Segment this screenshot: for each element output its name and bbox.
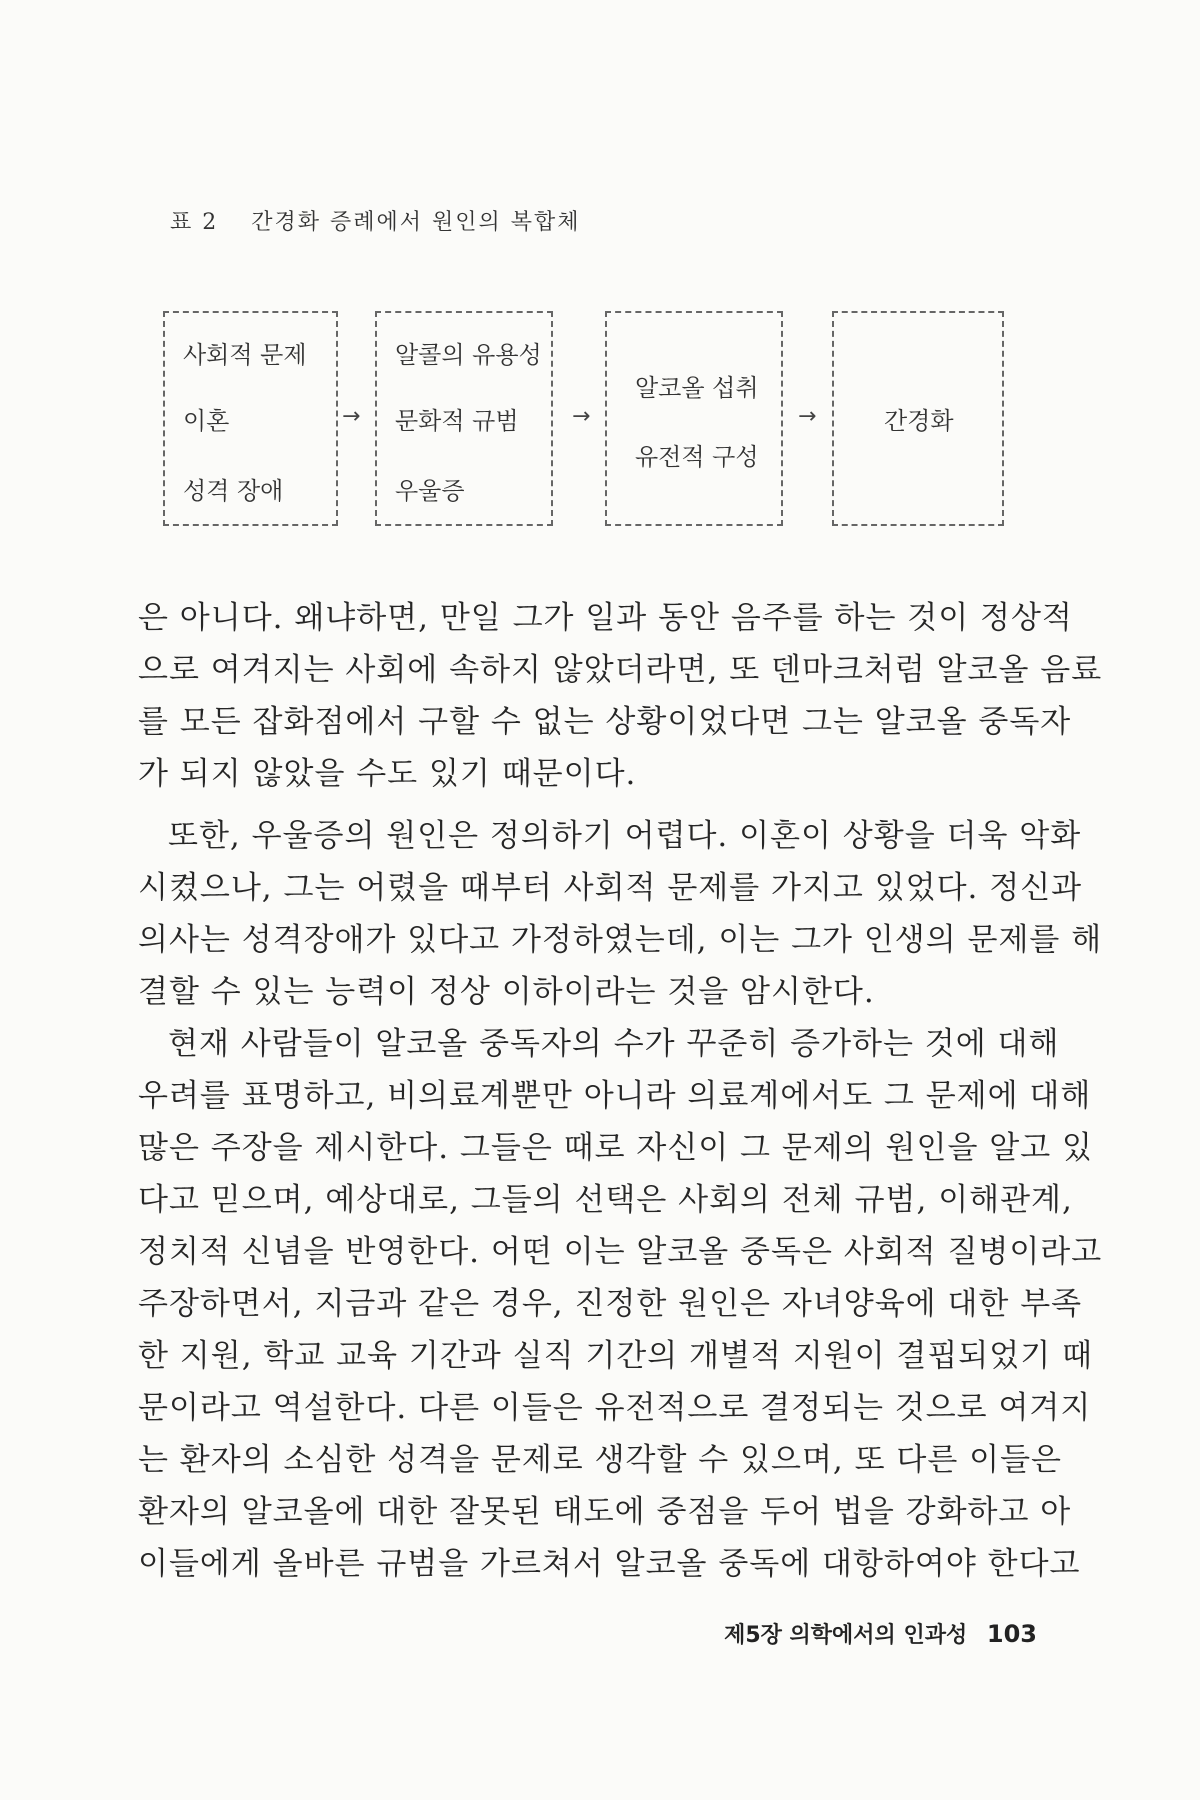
chapter-title: 제5장 의학에서의 인과성 xyxy=(724,1623,968,1648)
text-line: 결할 수 있는 능력이 정상 이하이라는 것을 암시한다. xyxy=(138,974,875,1010)
box-item: 알콜의 유용성 xyxy=(395,341,542,369)
arrow-icon: → xyxy=(572,404,591,429)
text-line: 정치적 신념을 반영한다. 어떤 이는 알코올 중독은 사회적 질병이라고 xyxy=(138,1234,1103,1270)
text-line: 의사는 성격장애가 있다고 가정하였는데, 이는 그가 인생의 문제를 해 xyxy=(138,922,1103,958)
text-line: 는 환자의 소심한 성격을 문제로 생각할 수 있으며, 또 다른 이들은 xyxy=(138,1442,1062,1478)
table-label: 표 2 xyxy=(170,210,219,235)
text-line: 주장하면서, 지금과 같은 경우, 진정한 원인은 자녀양육에 대한 부족 xyxy=(138,1286,1083,1322)
paragraph-3 xyxy=(138,1018,1103,1590)
paragraph-2 xyxy=(138,810,1103,1018)
box-item: 문화적 규범 xyxy=(395,407,519,435)
paragraph-1 xyxy=(138,592,1103,800)
page-number: 103 xyxy=(986,1620,1037,1648)
text-line: 문이라고 역설한다. 다른 이들은 유전적으로 결정되는 것으로 여겨지 xyxy=(138,1390,1092,1426)
page-footer xyxy=(724,1618,1037,1649)
table-caption xyxy=(170,205,581,236)
text-line: 가 되지 않았을 수도 있기 때문이다. xyxy=(138,756,637,792)
text-line: 환자의 알코올에 대한 잘못된 태도에 중점을 두어 법을 강화하고 아 xyxy=(138,1494,1072,1530)
text-line: 으로 여겨지는 사회에 속하지 않았더라면, 또 덴마크처럼 알코올 음료 xyxy=(138,652,1103,688)
text-line: 또한, 우울증의 원인은 정의하기 어렵다. 이혼이 상황을 더욱 악화 xyxy=(168,818,1082,854)
text-line: 한 지원, 학교 교육 기간과 실직 기간의 개별적 지원이 결핍되었기 때 xyxy=(138,1338,1093,1374)
text-line: 은 아니다. 왜냐하면, 만일 그가 일과 동안 음주를 하는 것이 정상적 xyxy=(138,600,1073,636)
cause-box-intake xyxy=(605,311,783,526)
box-item: 유전적 구성 xyxy=(635,443,759,471)
cause-box-cultural xyxy=(375,311,553,526)
box-item: 이혼 xyxy=(183,407,230,435)
box-item: 우울증 xyxy=(395,477,465,505)
box-item: 사회적 문제 xyxy=(183,341,307,369)
text-line: 시켰으나, 그는 어렸을 때부터 사회적 문제를 가지고 있었다. 정신과 xyxy=(138,870,1083,906)
text-line: 다고 믿으며, 예상대로, 그들의 선택은 사회의 전체 규범, 이해관계, xyxy=(138,1182,1073,1218)
arrow-icon: → xyxy=(342,404,361,429)
box-item: 알코올 섭취 xyxy=(635,374,759,402)
table-title: 간경화 증례에서 원인의 복합체 xyxy=(251,210,581,235)
text-line: 를 모든 잡화점에서 구할 수 없는 상황이었다면 그는 알코올 중독자 xyxy=(138,704,1072,740)
cause-box-social xyxy=(163,311,338,526)
outcome-box-cirrhosis xyxy=(832,311,1004,526)
text-line: 현재 사람들이 알코올 중독자의 수가 꾸준히 증가하는 것에 대해 xyxy=(168,1026,1060,1062)
arrow-icon: → xyxy=(798,404,817,429)
text-line: 이들에게 올바른 규범을 가르쳐서 알코올 중독에 대항하여야 한다고 xyxy=(138,1546,1081,1582)
text-line: 우려를 표명하고, 비의료계뿐만 아니라 의료계에서도 그 문제에 대해 xyxy=(138,1078,1092,1114)
text-line: 많은 주장을 제시한다. 그들은 때로 자신이 그 문제의 원인을 알고 있 xyxy=(138,1130,1093,1166)
box-item: 성격 장애 xyxy=(183,477,284,505)
box-item: 간경화 xyxy=(884,407,954,435)
